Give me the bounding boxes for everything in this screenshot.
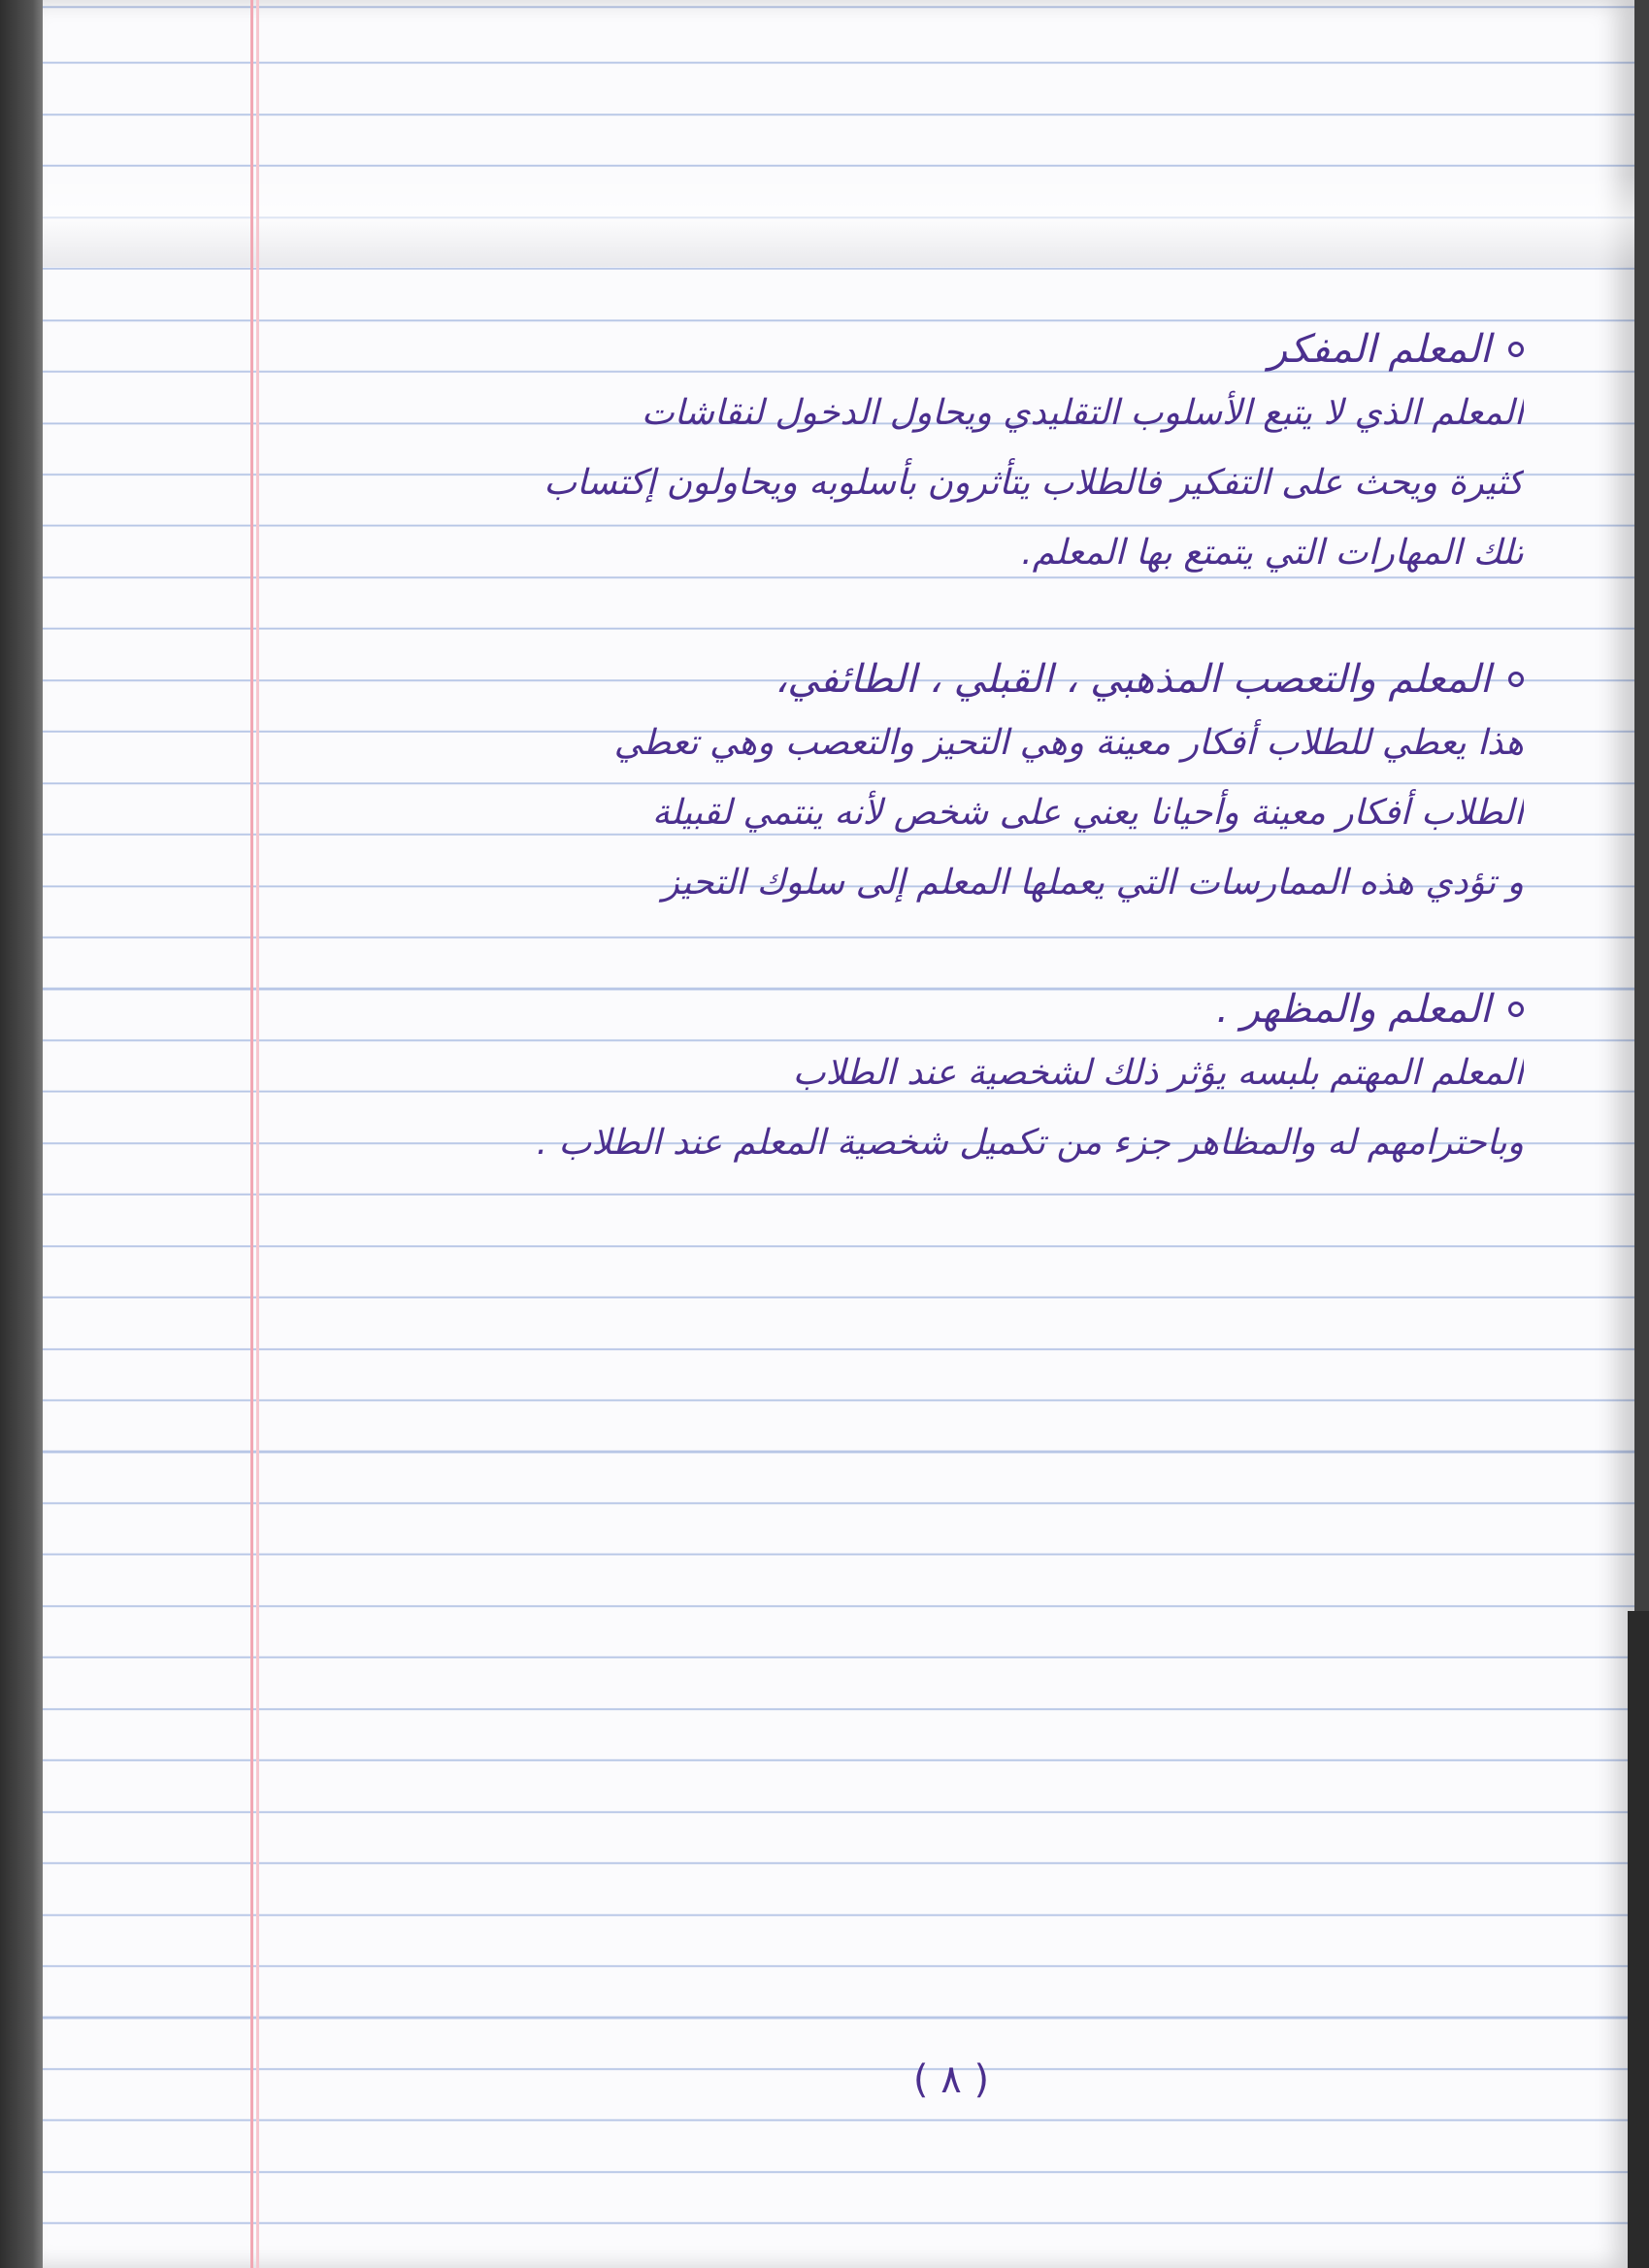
section-thinking-teacher: [233, 320, 1524, 588]
text-line: كثيرة ويحث على التفكير فالطلاب يتأثرون بأسلوبه ويحاولون إكتساب: [544, 463, 1524, 503]
scan-edge-right: [1628, 1611, 1649, 2268]
text-line: المعلم الذي لا يتبع الأسلوب التقليدي ويحاول الدخول لنقاشات: [641, 393, 1524, 433]
section-heading: [233, 650, 1524, 708]
scan-edge-left: [0, 0, 47, 2268]
text-line: هذا يعطي للطلاب أفكار معينة وهي التحيز والتعصب وهي تعطي: [613, 723, 1524, 763]
heading-text: المعلم والمظهر .: [1216, 987, 1491, 1032]
text-line: و تؤدي هذه الممارسات التي يعملها المعلم إلى سلوك التحيز: [662, 863, 1524, 903]
text-line: وباحترامهم له والمظاهر جزء من تكميل شخصية المعلم عند الطلاب .: [536, 1123, 1524, 1163]
text-line: تلك المهارات التي يتمتع بها المعلم.: [1021, 533, 1524, 573]
paper-fold: [43, 175, 1634, 267]
section-heading: [233, 980, 1524, 1038]
section-heading: [233, 320, 1524, 378]
text-line: المعلم المهتم بلبسه يؤثر ذلك لشخصية عند الطلاب: [792, 1053, 1524, 1093]
heading-text: المعلم والتعصب المذهبي ، القبلي ، الطائفي،: [775, 657, 1491, 702]
text-line: الطلاب أفكار معينة وأحيانا يعني على شخص لأنه ينتمي لقبيلة: [651, 793, 1524, 833]
bullet-icon: [1508, 342, 1524, 357]
page-number: ( ٨ ): [912, 2057, 990, 2102]
section-bias-teacher: [233, 650, 1524, 918]
section-appearance-teacher: [233, 980, 1524, 1178]
bullet-icon: [1508, 1002, 1524, 1017]
bullet-icon: [1508, 672, 1524, 687]
heading-text: المعلم المفكر: [1268, 327, 1491, 372]
